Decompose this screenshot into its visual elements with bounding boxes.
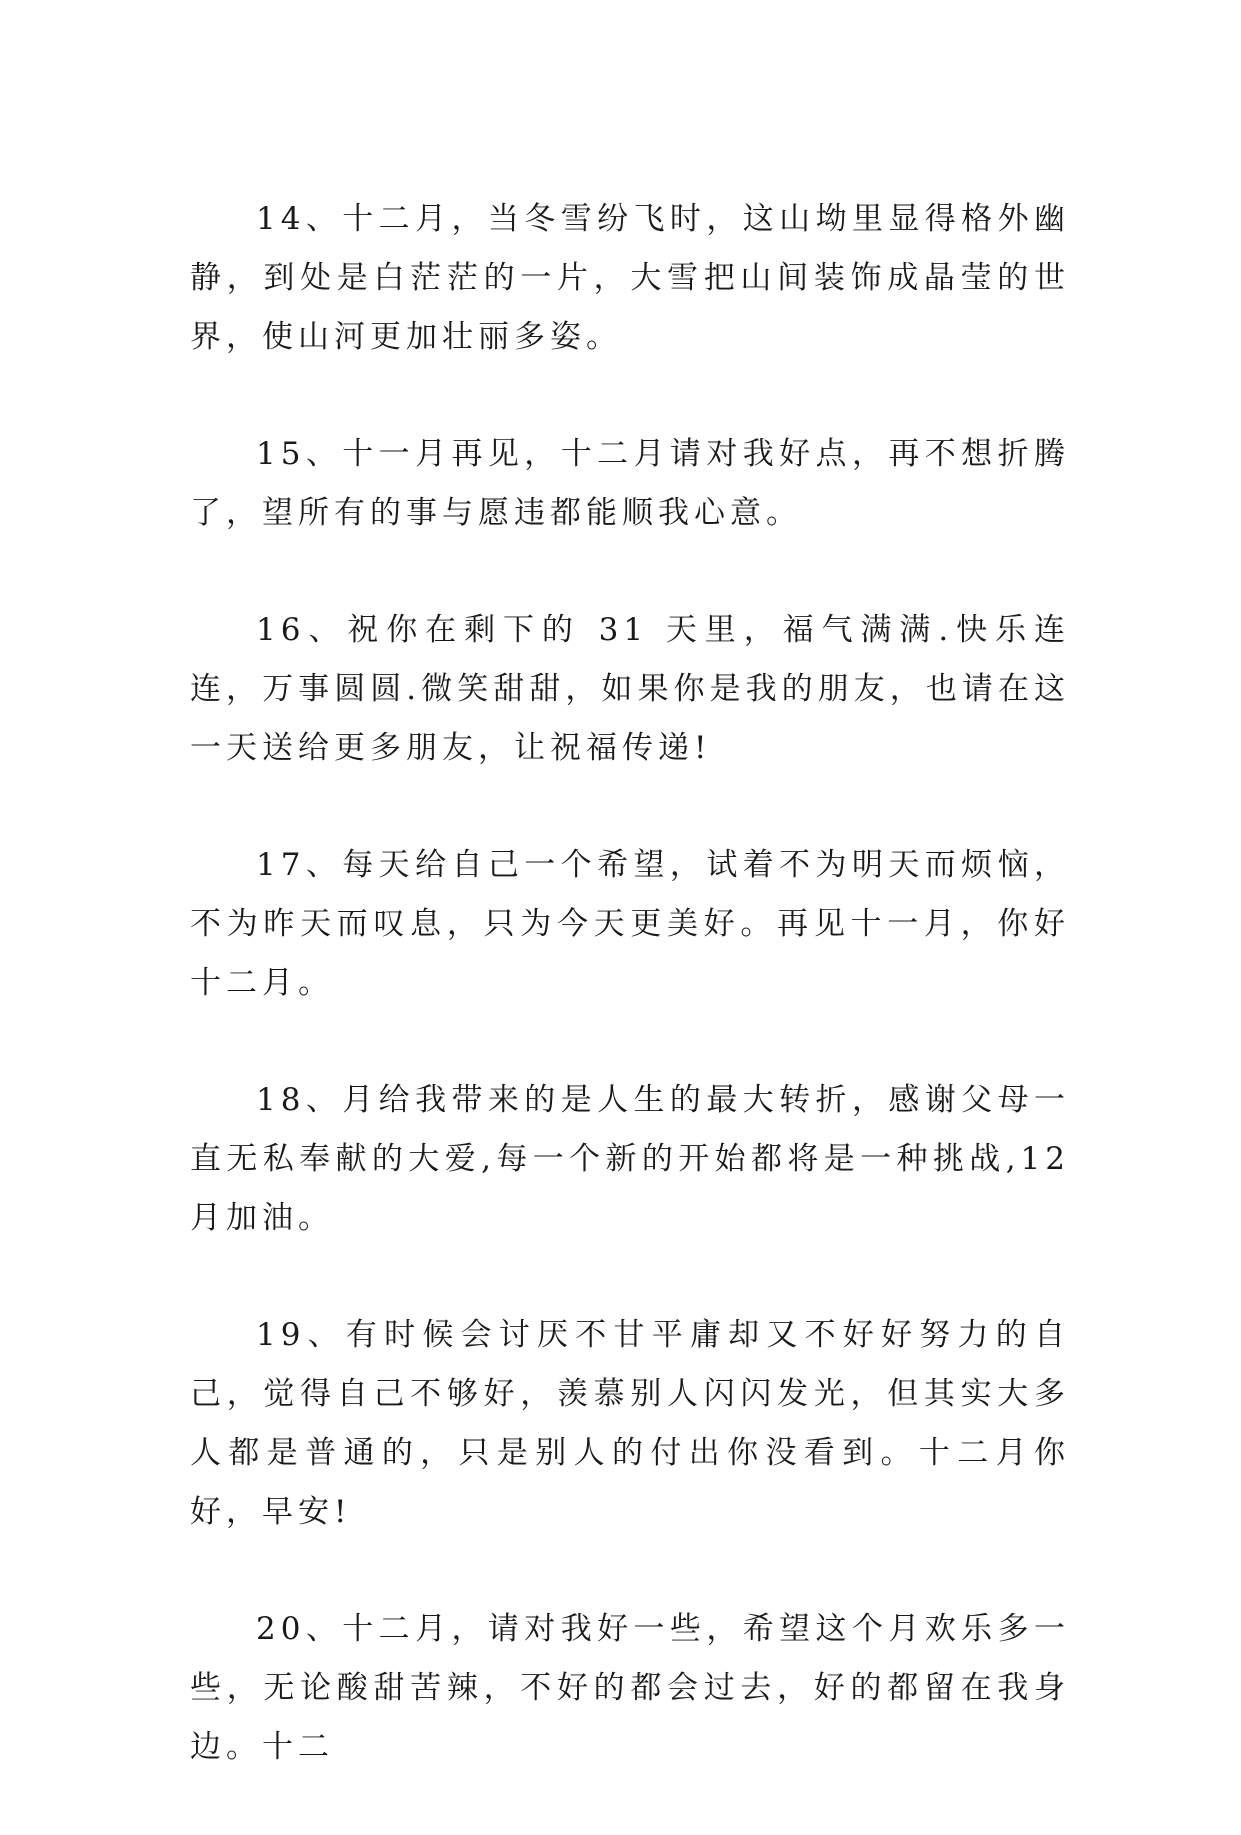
paragraph-18: 18、月给我带来的是人生的最大转折，感谢父母一直无私奉献的大爱,每一个新的开始都将是一种挑战,12 月加油。 <box>190 1082 1070 1236</box>
paragraph-17: 17、每天给自己一个希望，试着不为明天而烦恼，不为昨天而叹息，只为今天更美好。再见十一月，你好十二月。 <box>190 847 1070 1001</box>
paragraph-19: 19、有时候会讨厌不甘平庸却又不好好努力的自己，觉得自己不够好，羡慕别人闪闪发光，但其实大多人都是普通的，只是别人的付出你没看到。十二月你好，早安! <box>190 1317 1070 1530</box>
paragraph-16: 16、祝你在剩下的 31 天里，福气满满.快乐连连，万事圆圆.微笑甜甜，如果你是我的朋友，也请在这一天送给更多朋友，让祝福传递! <box>190 612 1070 766</box>
paragraph-15: 15、十一月再见，十二月请对我好点，再不想折腾了，望所有的事与愿违都能顺我心意。 <box>190 436 1070 531</box>
paragraph-20: 20、十二月，请对我好一些，希望这个月欢乐多一些，无论酸甜苦辣，不好的都会过去，好的都留在我身边。十二 <box>190 1611 1070 1765</box>
document-body <box>190 190 1070 1835</box>
paragraph-14: 14、十二月，当冬雪纷飞时，这山坳里显得格外幽静，到处是白茫茫的一片，大雪把山间装饰成晶莹的世界，使山河更加壮丽多姿。 <box>190 201 1070 355</box>
